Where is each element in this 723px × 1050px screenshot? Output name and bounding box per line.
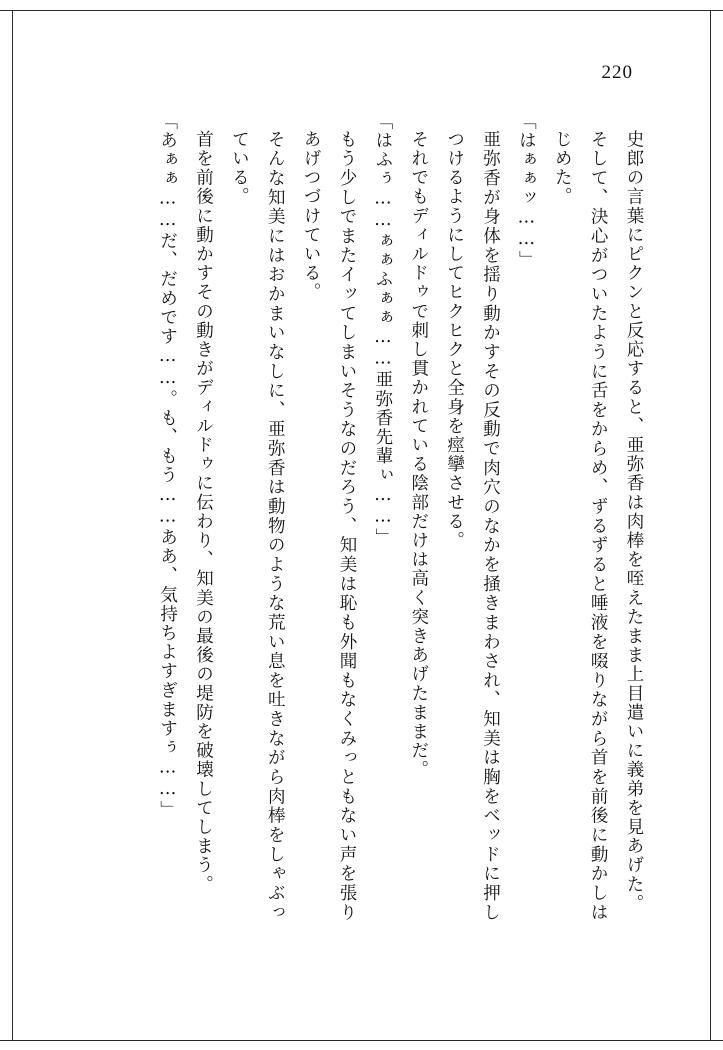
page-number: 220 bbox=[601, 62, 633, 83]
paragraph: そして、決心がついたように舌をからめ、ずるずると唾液を啜りながら首を前後に動かしはじめた。 bbox=[552, 130, 609, 922]
paragraph: 「あぁぁ……だ、だめです……。も、もう……ああ、気持ちよすぎますぅ……」 bbox=[157, 112, 178, 820]
paragraph: 「はふぅ……ぁぁふぁぁ……亜弥香先輩ぃ……」 bbox=[372, 112, 393, 548]
paragraph: もう少しでまたイッてしまいそうなのだろう、知美は恥も外聞もなくみっともない声を張りあげつづけている。 bbox=[301, 130, 357, 922]
page-border-left bbox=[12, 10, 13, 1041]
paragraph: 史郎の言葉にピクンと反応すると、亜弥香は肉棒を咥えたまま上目遣いに義弟を見あげた。 bbox=[624, 130, 644, 914]
page-border-right bbox=[710, 10, 711, 1041]
page-border-top bbox=[0, 10, 723, 11]
page-border-bottom bbox=[0, 1040, 723, 1041]
body-text bbox=[72, 112, 651, 922]
paragraph: それでもディルドゥで刺し貫かれている陰部だけは高く突きあげたままだ。 bbox=[408, 130, 429, 780]
paragraph: 亜弥香が身体を揺り動かすその反動で肉穴のなかを掻きまわされ、知美は胸をベッドに押しつけるようにしてヒクヒクと全身を痙攣させる。 bbox=[444, 130, 501, 922]
paragraph: 首を前後に動かすその動きがディルドゥに伝わり、知美の最後の堤防を破壊してしまう。 bbox=[193, 130, 214, 894]
paragraph: そんな知美にはおかまいなしに、亜弥香は動物のような荒い息を吐きながら肉棒をしゃぶっている。 bbox=[229, 130, 286, 922]
paragraph: 「はぁぁッ……」 bbox=[516, 112, 537, 270]
